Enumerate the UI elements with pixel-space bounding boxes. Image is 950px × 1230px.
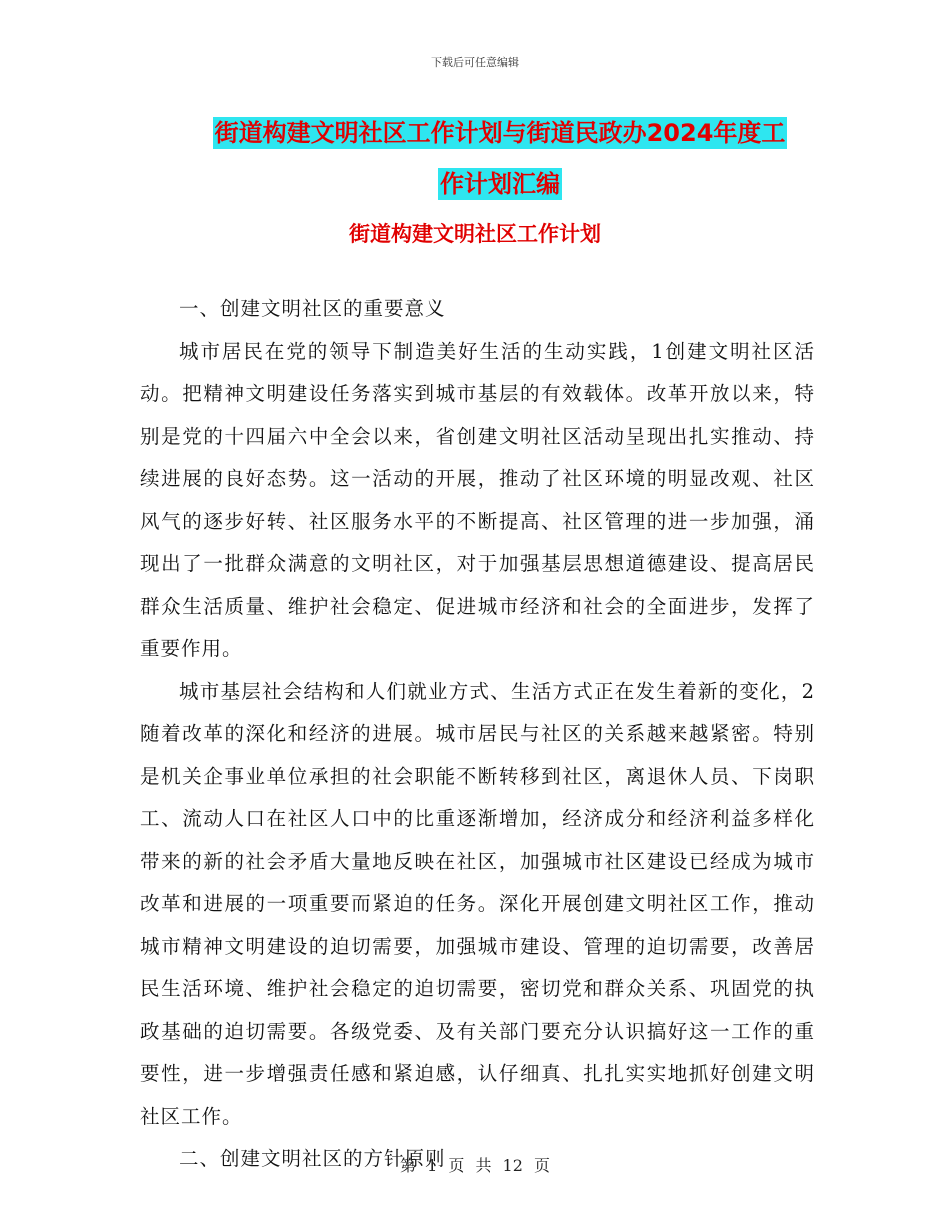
heading-principles: 二、创建文明社区的方针原则 <box>179 1147 446 1170</box>
page-footer: 第 1 页 共 12 页 <box>400 1156 550 1175</box>
section-title: 街道构建文明社区工作计划 <box>349 222 601 246</box>
document-body <box>140 288 815 1181</box>
header-note: 下载后可任意编辑 <box>431 56 519 69</box>
heading-significance: 一、创建文明社区的重要意义 <box>179 297 446 320</box>
document-title <box>140 108 860 210</box>
document-title-line-1: 街道构建文明社区工作计划与街道民政办2024年度工 <box>214 119 786 147</box>
document-title-line-2: 作计划汇编 <box>440 170 560 198</box>
paragraph-2: 城市基层社会结构和人们就业方式、生活方式正在发生着新的变化，2随着改革的深化和经济的进展。城市居民与社区的关系越来越紧密。特别是机关企事业单位承担的社会职能不断转移到社区，离退休人员、下岗职工、流动人口在社区人口中的比重逐渐增加，经济成分和经济利益多样化带来的新的社会矛盾大量地反映在社区，加强城市社区建设已经成为城市改革和进展的一项重要而紧迫的任务。深化开展创建文明社区工作，推动城市精神文明建设的迫切需要，加强城市建设、管理的迫切需要，改善居民生活环境、维护社会稳定的迫切需要，密切党和群众关系、巩固党的执政基础的迫切需要。各级党委、及有关部门要充分认识搞好这一工作的重要性，进一步增强责任感和紧迫感，认仔细真、扎扎实实地抓好创建文明社区工作。 <box>140 679 815 1128</box>
paragraph-1: 城市居民在党的领导下制造美好生活的生动实践，1创建文明社区活动。把精神文明建设任务落实到城市基层的有效载体。改革开放以来，特别是党的十四届六中全会以来，省创建文明社区活动呈现出扎实推动、持续进展的良好态势。这一活动的开展，推动了社区环境的明显改观、社区风气的逐步好转、社区服务水平的不断提高、社区管理的进一步加强，涌现出了一批群众满意的文明社区，对于加强基层思想道德建设、提高居民群众生活质量、维护社会稳定、促进城市经济和社会的全面进步，发挥了重要作用。 <box>140 339 815 660</box>
